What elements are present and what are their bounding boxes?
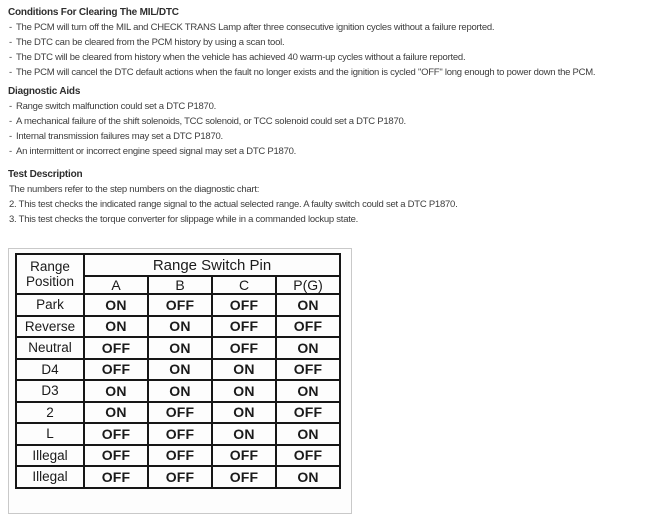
- value-cell: OFF: [148, 294, 212, 316]
- range-switch-pin-table: [15, 253, 341, 489]
- bullet-line: [8, 114, 646, 129]
- pin-header-cell: A: [84, 276, 148, 294]
- value-cell: OFF: [276, 402, 340, 424]
- value-cell: OFF: [212, 294, 276, 316]
- range-switch-table-image: [8, 248, 352, 514]
- value-cell: OFF: [276, 316, 340, 338]
- value-cell: ON: [84, 316, 148, 338]
- pin-header-cell: B: [148, 276, 212, 294]
- value-cell: OFF: [148, 445, 212, 467]
- value-cell: ON: [84, 294, 148, 316]
- bullet-text: Internal transmission failures may set a DTC P1870.: [16, 131, 223, 142]
- bullet-text: Range switch malfunction could set a DTC P1870.: [16, 101, 216, 112]
- position-cell: Illegal: [16, 466, 84, 488]
- bullet-dash: -: [9, 131, 12, 142]
- value-cell: ON: [148, 316, 212, 338]
- table-row: [16, 402, 340, 424]
- section-diagnostic-aids: [8, 84, 646, 159]
- bullet-dash: -: [9, 67, 12, 78]
- bullet-line: [8, 99, 646, 114]
- value-cell: OFF: [84, 423, 148, 445]
- value-cell: OFF: [276, 445, 340, 467]
- corner-header-cell: Range Position: [16, 254, 84, 294]
- position-cell: Park: [16, 294, 84, 316]
- table-row: [16, 316, 340, 338]
- value-cell: ON: [276, 380, 340, 402]
- bullet-text: An intermittent or incorrect engine speed signal may set a DTC P1870.: [16, 146, 297, 157]
- bullet-line: [8, 50, 646, 65]
- bullet-text: The DTC will be cleared from history when the vehicle has achieved 40 warm-up cycles without a failure reported.: [16, 52, 466, 63]
- table-row: [16, 359, 340, 381]
- bullet-dash: -: [9, 22, 12, 33]
- position-cell: D3: [16, 380, 84, 402]
- pin-header-cell: P(G): [276, 276, 340, 294]
- value-cell: OFF: [212, 445, 276, 467]
- bullet-text: The PCM will turn off the MIL and CHECK TRANS Lamp after three consecutive ignition cycles without a failure reported.: [16, 22, 495, 33]
- value-cell: OFF: [212, 337, 276, 359]
- position-cell: D4: [16, 359, 84, 381]
- table-row: [16, 294, 340, 316]
- value-cell: OFF: [84, 466, 148, 488]
- value-cell: OFF: [212, 466, 276, 488]
- bullet-dash: -: [9, 52, 12, 63]
- value-cell: OFF: [84, 359, 148, 381]
- section-heading: Test Description: [8, 169, 83, 180]
- value-cell: ON: [276, 466, 340, 488]
- position-cell: Neutral: [16, 337, 84, 359]
- section-heading: Conditions For Clearing The MIL/DTC: [8, 7, 179, 18]
- table-header-row: [16, 254, 340, 276]
- value-cell: ON: [148, 337, 212, 359]
- value-cell: ON: [212, 380, 276, 402]
- document-body: [8, 5, 646, 514]
- value-cell: ON: [148, 359, 212, 381]
- value-cell: OFF: [148, 466, 212, 488]
- section-test-description: [8, 167, 646, 227]
- table-row: [16, 337, 340, 359]
- position-cell: L: [16, 423, 84, 445]
- value-cell: ON: [276, 294, 340, 316]
- bullet-line: [8, 129, 646, 144]
- value-cell: OFF: [84, 337, 148, 359]
- position-cell: 2: [16, 402, 84, 424]
- bullet-line: [8, 35, 646, 50]
- value-cell: OFF: [212, 316, 276, 338]
- table-row: [16, 380, 340, 402]
- bullet-dash: -: [9, 101, 12, 112]
- value-cell: OFF: [148, 423, 212, 445]
- value-cell: ON: [84, 402, 148, 424]
- bullet-dash: -: [9, 116, 12, 127]
- bullet-text: The DTC can be cleared from the PCM history by using a scan tool.: [16, 37, 285, 48]
- section-heading: Diagnostic Aids: [8, 86, 81, 97]
- position-cell: Reverse: [16, 316, 84, 338]
- test-description-line: The numbers refer to the step numbers on the diagnostic chart:: [9, 184, 260, 195]
- bullet-line: [8, 65, 646, 80]
- table-row: [16, 466, 340, 488]
- value-cell: ON: [212, 423, 276, 445]
- bullet-text: The PCM will cancel the DTC default actions when the fault no longer exists and the ignition is cycled "OFF" long enough to power down the PCM.: [16, 67, 596, 78]
- bullet-dash: -: [9, 37, 12, 48]
- value-cell: ON: [212, 359, 276, 381]
- bullet-line: [8, 144, 646, 159]
- value-cell: ON: [84, 380, 148, 402]
- pin-header-cell: C: [212, 276, 276, 294]
- bullet-dash: -: [9, 146, 12, 157]
- value-cell: ON: [276, 337, 340, 359]
- test-description-line: 2. This test checks the indicated range signal to the actual selected range. A faulty switch could set a DTC P1870.: [9, 199, 458, 210]
- bullet-text: A mechanical failure of the shift solenoids, TCC solenoid, or TCC solenoid could set a DTC P1870.: [16, 116, 406, 127]
- value-cell: OFF: [148, 402, 212, 424]
- table-row: [16, 423, 340, 445]
- bullet-line: [8, 20, 646, 35]
- section-conditions: [8, 5, 646, 80]
- value-cell: ON: [148, 380, 212, 402]
- value-cell: OFF: [84, 445, 148, 467]
- group-header-cell: Range Switch Pin: [84, 254, 340, 276]
- value-cell: ON: [276, 423, 340, 445]
- position-cell: Illegal: [16, 445, 84, 467]
- value-cell: ON: [212, 402, 276, 424]
- test-description-line: 3. This test checks the torque converter for slippage while in a commanded lockup state.: [9, 214, 359, 225]
- value-cell: OFF: [276, 359, 340, 381]
- table-row: [16, 445, 340, 467]
